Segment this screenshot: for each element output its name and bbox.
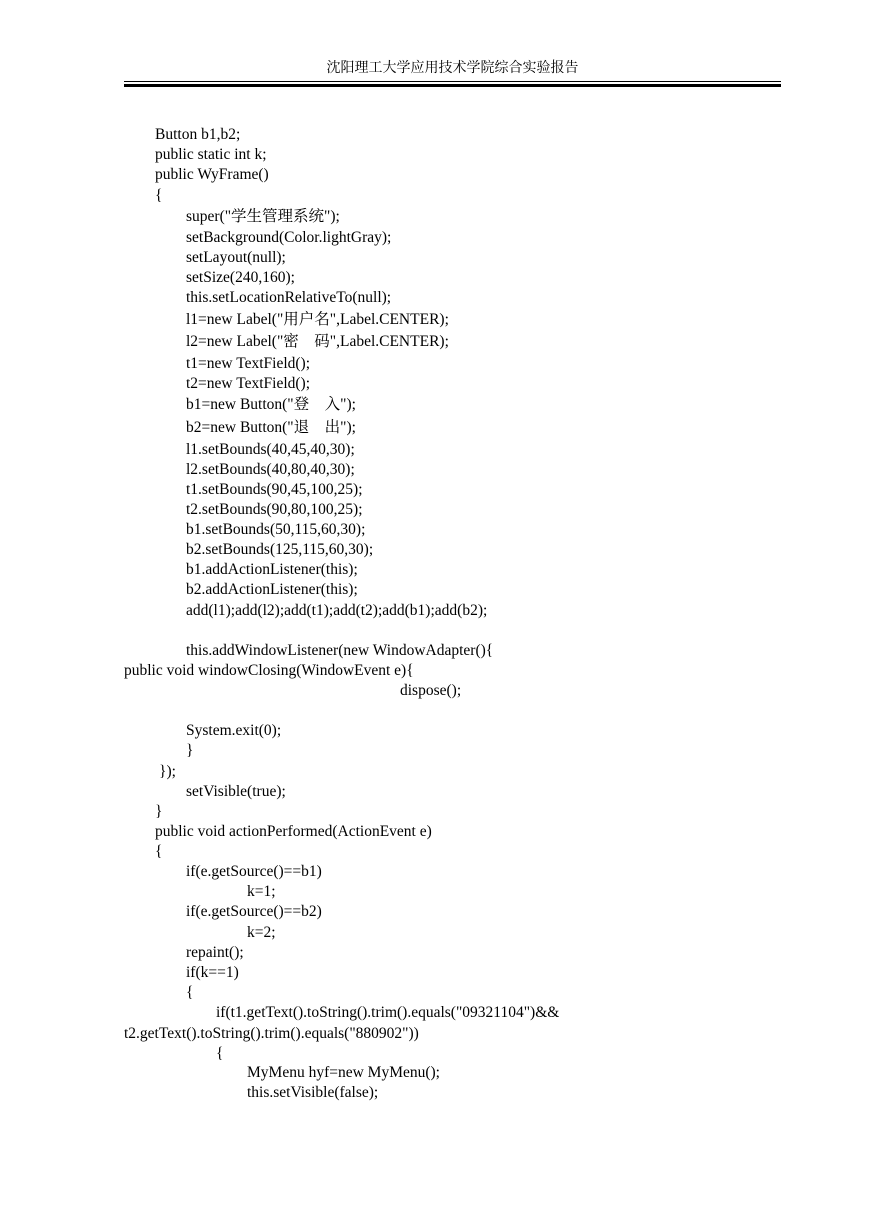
- code-line: {: [216, 1045, 224, 1062]
- code-line: setBackground(Color.lightGray);: [186, 229, 392, 246]
- code-line: super("学生管理系统");: [186, 208, 340, 225]
- code-line: {: [155, 843, 163, 860]
- header-title: 沈阳理工大学应用技术学院综合实验报告: [326, 61, 579, 76]
- code-line: this.setVisible(false);: [247, 1084, 379, 1101]
- code-line: });: [159, 763, 176, 780]
- code-line: setVisible(true);: [186, 783, 286, 800]
- code-line: System.exit(0);: [186, 722, 282, 739]
- code-line: if(t1.getText().toString().trim().equals("09321104")&&: [216, 1004, 560, 1021]
- code-line: this.addWindowListener(new WindowAdapter(){: [186, 642, 494, 659]
- code-line: t2.getText().toString().trim().equals("880902")): [124, 1025, 419, 1042]
- code-line: t1.setBounds(90,45,100,25);: [186, 481, 363, 498]
- code-line: setLayout(null);: [186, 249, 286, 266]
- code-line: {: [186, 984, 194, 1001]
- code-line: k=1;: [247, 883, 276, 900]
- code-line: {: [155, 187, 163, 204]
- code-line: Button b1,b2;: [155, 126, 241, 143]
- code-line: public static int k;: [155, 146, 267, 163]
- code-line: dispose();: [400, 682, 462, 699]
- code-line: t1=new TextField();: [186, 355, 311, 372]
- code-line: k=2;: [247, 924, 276, 941]
- code-line: t2.setBounds(90,80,100,25);: [186, 501, 363, 518]
- code-line: b2=new Button("退 出");: [186, 419, 356, 436]
- code-line: l1=new Label("用户名",Label.CENTER);: [186, 311, 449, 328]
- code-line: this.setLocationRelativeTo(null);: [186, 289, 392, 306]
- code-line: b2.addActionListener(this);: [186, 581, 358, 598]
- code-line: add(l1);add(l2);add(t1);add(t2);add(b1);add(b2);: [186, 602, 488, 619]
- code-line: b1.setBounds(50,115,60,30);: [186, 521, 366, 538]
- code-line: setSize(240,160);: [186, 269, 295, 286]
- code-line: l1.setBounds(40,45,40,30);: [186, 441, 355, 458]
- code-line: b1=new Button("登 入");: [186, 396, 356, 413]
- code-line: }: [186, 742, 194, 759]
- code-line: l2=new Label("密 码",Label.CENTER);: [186, 333, 449, 350]
- code-line: if(e.getSource()==b2): [186, 903, 322, 920]
- code-line: if(e.getSource()==b1): [186, 863, 322, 880]
- code-line: t2=new TextField();: [186, 375, 311, 392]
- code-line: if(k==1): [186, 964, 239, 981]
- code-line: public void windowClosing(WindowEvent e){: [124, 662, 414, 679]
- code-line: b2.setBounds(125,115,60,30);: [186, 541, 374, 558]
- code-line: }: [155, 803, 163, 820]
- code-line: repaint();: [186, 944, 244, 961]
- code-line: l2.setBounds(40,80,40,30);: [186, 461, 355, 478]
- code-line: MyMenu hyf=new MyMenu();: [247, 1064, 440, 1081]
- code-line: b1.addActionListener(this);: [186, 561, 358, 578]
- code-line: public void actionPerformed(ActionEvent e): [155, 823, 432, 840]
- code-line: public WyFrame(): [155, 166, 269, 183]
